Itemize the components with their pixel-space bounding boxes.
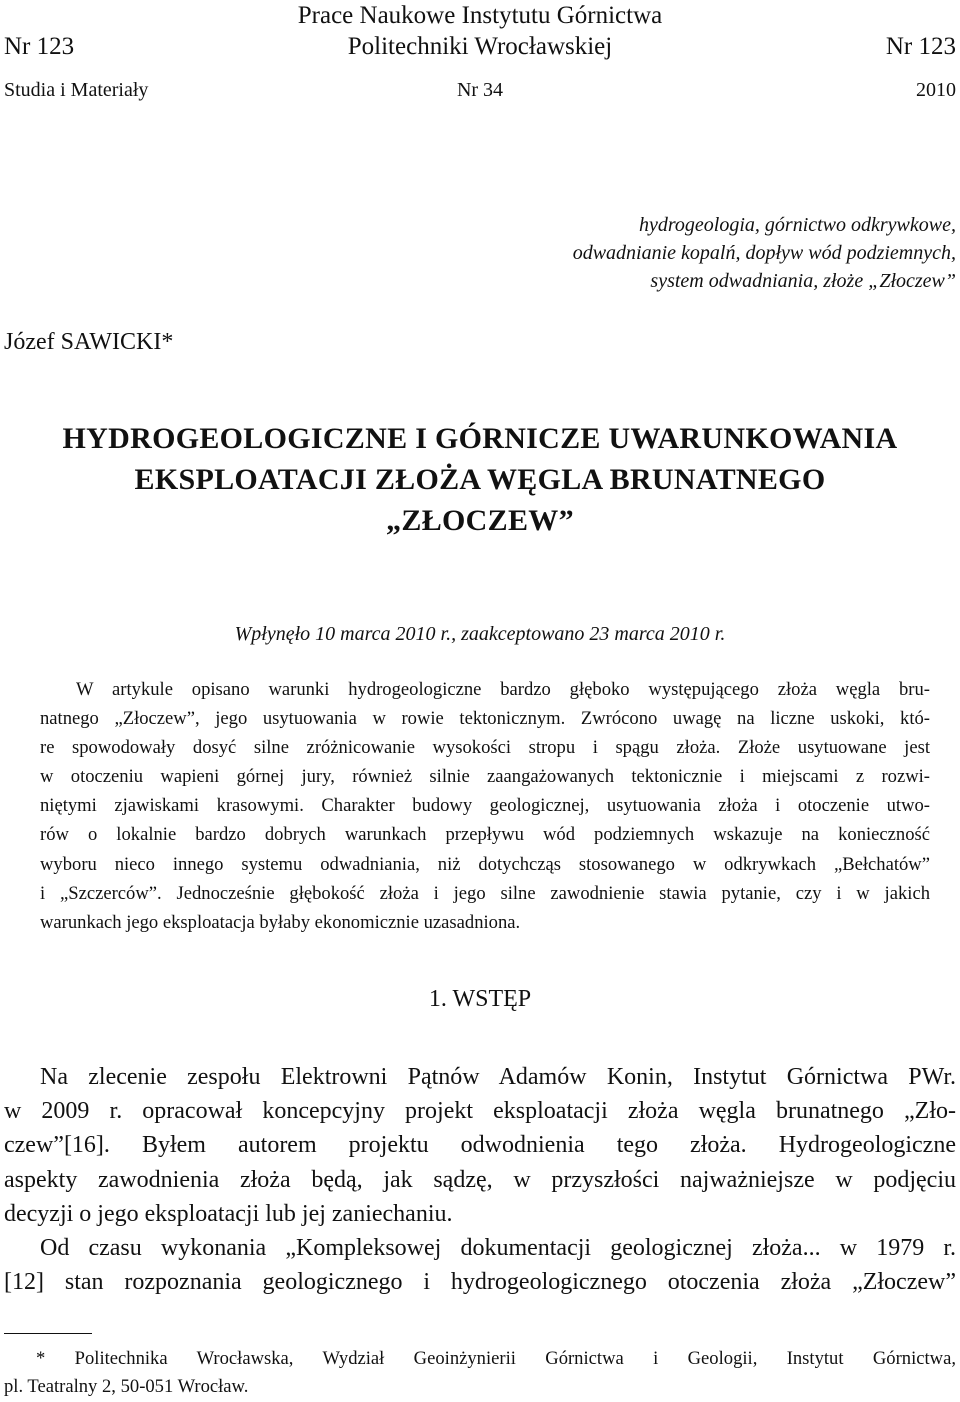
author-name: Józef SAWICKI*	[4, 329, 174, 355]
abstract-line: wyboru nieco innego systemu odwadniania, niż dotychcząs stosowanego w odkrywkach „Bełchatów”	[40, 853, 930, 875]
abstract-line: W artykule opisano warunki hydrogeologiczne bardzo głęboko występującego złoża węgla bru-	[76, 679, 930, 700]
received-accepted-dates: Wpłynęło 10 marca 2010 r., zaakceptowano 23 marca 2010 r.	[234, 623, 726, 645]
body-line: w 2009 r. opracował koncepcyjny projekt eksploatacji złoża węgla brunatnego „Zło-	[4, 1098, 956, 1125]
abstract	[40, 675, 930, 937]
footnote-divider	[4, 1333, 92, 1334]
body-line: decyzji o jego eksploatacji lub jej zaniechaniu.	[4, 1200, 453, 1227]
title-line: HYDROGEOLOGICZNE I GÓRNICZE UWARUNKOWANIA	[62, 422, 898, 455]
series-number: Nr 34	[456, 79, 504, 101]
abstract-line: re spowodowały dosyć silne zróżnicowanie wysokości stropu i spągu złoża. Złoże usytuowane jest	[40, 737, 930, 759]
journal-header-row	[0, 33, 960, 63]
footnote	[4, 1345, 956, 1401]
body-text	[4, 1060, 956, 1299]
keywords	[396, 211, 956, 295]
body-line: aspekty zawodnienia złoża będą, jak sądzę, w przyszłości najważniejsze w podjęciu	[4, 1166, 956, 1193]
body-line: [12] stan rozpoznania geologicznego i hydrogeologicznego otoczenia złoża „Złoczew”	[4, 1269, 956, 1296]
journal-publisher: Politechniki Wrocławskiej	[347, 33, 613, 60]
journal-title: Prace Naukowe Instytutu Górnictwa	[297, 2, 663, 29]
article-title	[0, 418, 960, 541]
keywords-line: hydrogeologia, górnictwo odkrywkowe,	[639, 214, 956, 236]
body-line: Na zlecenie zespołu Elektrowni Pątnów Adamów Konin, Instytut Górnictwa PWr.	[40, 1064, 956, 1090]
footnote-line: * Politechnika Wrocławska, Wydział Geoinżynierii Górnictwa i Geologii, Instytut Górnictwa,	[36, 1348, 956, 1369]
body-line: Od czasu wykonania „Kompleksowej dokumentacji geologicznej złoża... w 1979 r.	[40, 1235, 956, 1262]
body-line: czew”[16]. Byłem autorem projektu odwodnienia tego złoża. Hydrogeologiczne	[4, 1132, 956, 1159]
series-name: Studia i Materiały	[4, 79, 149, 101]
footnote-line: pl. Teatralny 2, 50-051 Wrocław.	[4, 1376, 249, 1397]
publication-year: 2010	[916, 79, 956, 101]
series-row	[0, 79, 960, 103]
section-heading: 1. WSTĘP	[428, 986, 532, 1012]
title-line: EKSPLOATACJI ZŁOŻA WĘGLA BRUNATNEGO	[134, 463, 826, 496]
abstract-line: niętymi zjawiskami krasowymi. Charakter budowy geologicznej, usytuowania złoża i otoczenie utwo-	[40, 795, 930, 817]
journal-number-left: Nr 123	[4, 33, 75, 60]
abstract-line: w otoczeniu wapieni górnej jury, również silnie zaangażowanych tektonicznie i miejscami z rozwi-	[40, 766, 930, 788]
keywords-line: system odwadniania, złoże „Złoczew”	[650, 270, 956, 292]
keywords-line: odwadnianie kopalń, dopływ wód podziemnych,	[572, 242, 956, 264]
journal-number-right: Nr 123	[885, 33, 956, 60]
abstract-line: rów o lokalnie bardzo dobrych warunkach przepływu wód podziemnych wskazuje na konieczność	[40, 824, 930, 846]
title-line: „ZŁOCZEW”	[386, 504, 574, 537]
abstract-line: natnego „Złoczew”, jego usytuowania w rowie tektonicznym. Zwrócono uwagę na liczne uskoki, któ-	[40, 708, 930, 730]
abstract-line: i „Szczerców”. Jednocześnie głębokość złoża i jego silne zawodnienie stawia pytanie, czy i w jakich	[40, 882, 930, 904]
abstract-line: warunkach jego eksploatacja byłaby ekonomicznie uzasadniona.	[40, 911, 521, 933]
